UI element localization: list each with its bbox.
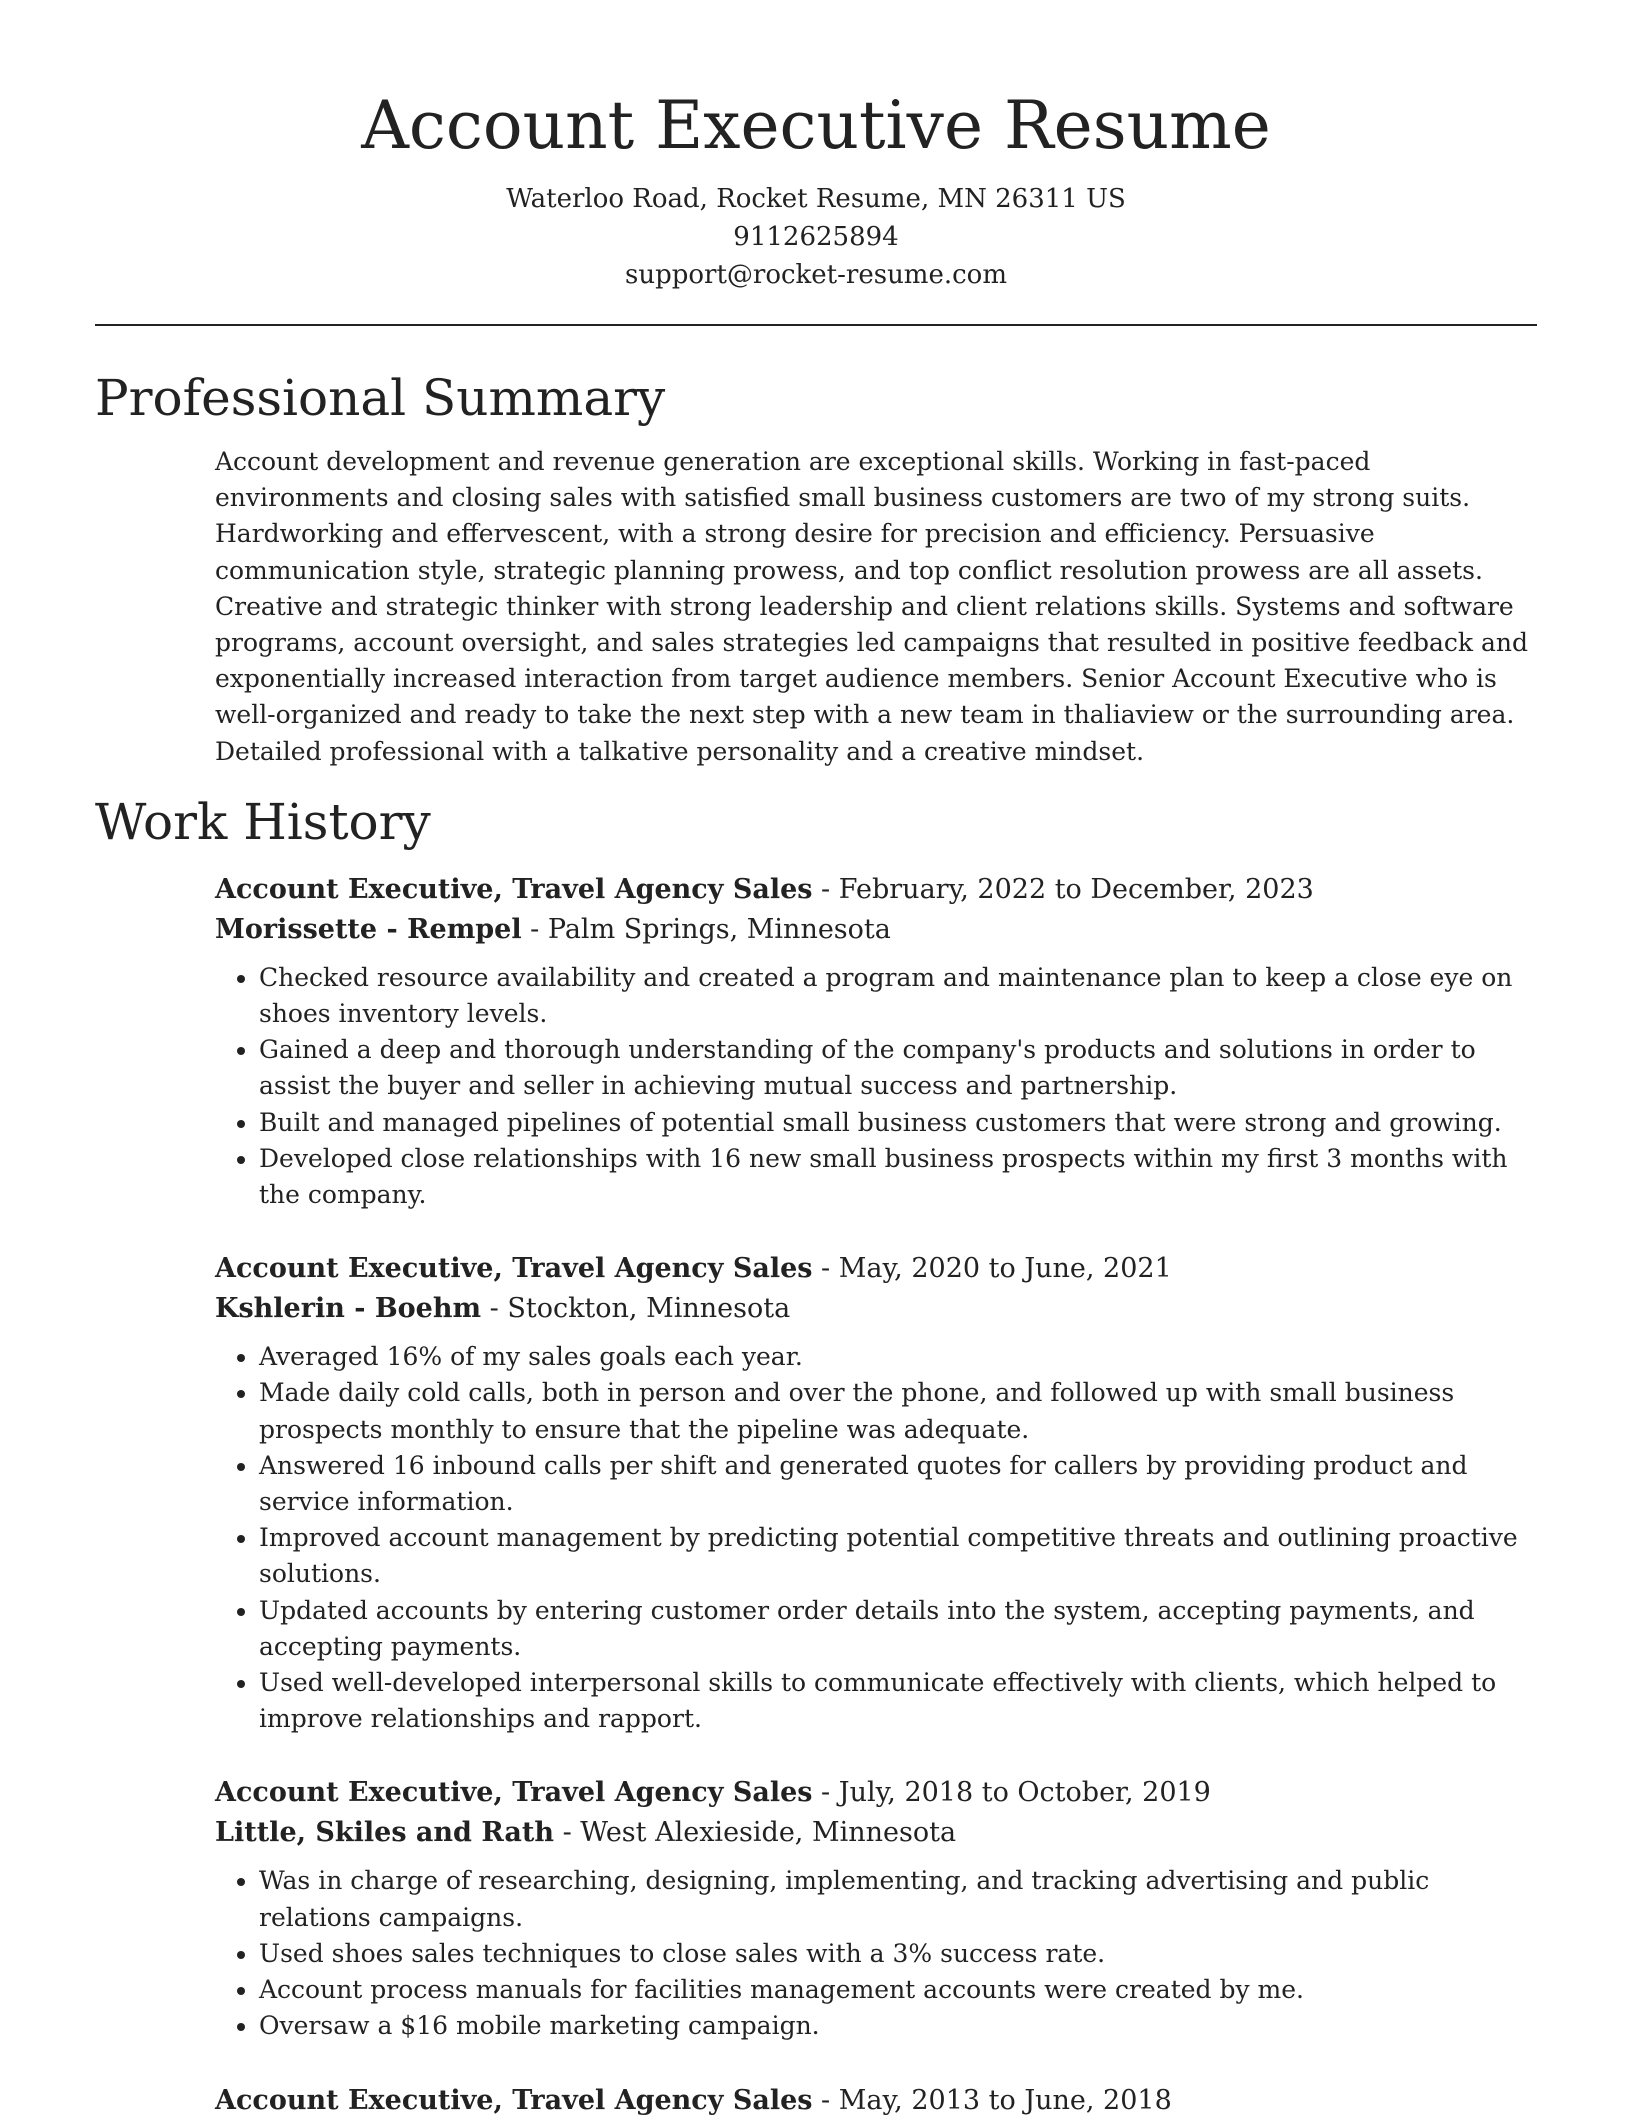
job-company-line <box>215 910 1537 950</box>
job-bullet-list <box>215 1339 1537 1737</box>
summary-text: Account development and revenue generation are exceptional skills. Working in fast-paced environments and closing sales with satisfied small business customers are two of my strong suits. Hardworking and effervescent, with a strong desire for precision and efficiency. Persuasive communication style, strategic planning prowess, and top conflict resolution prowess are all assets. Creative and strategic thinker with strong leadership and client relations skills. Systems and software programs, account oversight, and sales strategies led campaigns that resulted in positive feedback and exponentially increased interaction from target audience members. Senior Account Executive who is well-organized and ready to take the next step with a new team in thaliaview or the surrounding area. Detailed professional with a talkative personality and a creative mindset. <box>215 447 1528 766</box>
work-entry <box>215 870 1537 1213</box>
job-bullet-list <box>215 1863 1537 2044</box>
job-title-line <box>215 1249 1537 1289</box>
job-dates: - May, 2013 to June, 2018 <box>812 2084 1172 2116</box>
job-company-line <box>215 1813 1537 1853</box>
work-history-body <box>95 870 1537 2121</box>
job-bullet: • Improved account management by predicting potential competitive threats and outlining proactive solutions. <box>259 1520 1537 1592</box>
job-bullet: • Used well-developed interpersonal skills to communicate effectively with clients, which helped to improve relationships and rapport. <box>259 1665 1537 1737</box>
job-dates: - February, 2022 to December, 2023 <box>812 873 1314 905</box>
job-title: Account Executive, Travel Agency Sales <box>215 1253 813 1285</box>
contact-address: Waterloo Road, Rocket Resume, MN 26311 US <box>506 184 1126 214</box>
work-entry <box>215 1773 1537 2044</box>
job-title-line <box>215 1773 1537 1813</box>
job-title-line <box>215 2081 1537 2121</box>
contact-block <box>95 180 1537 294</box>
job-company-line <box>215 1289 1537 1329</box>
job-title: Account Executive, Travel Agency Sales <box>215 2084 813 2116</box>
job-bullet-list <box>215 960 1537 1213</box>
job-dates: - July, 2018 to October, 2019 <box>812 1777 1211 1809</box>
job-bullet: • Used shoes sales techniques to close sales with a 3% success rate. <box>259 1936 1537 1972</box>
job-bullet: • Oversaw a $16 mobile marketing campaign. <box>259 2008 1537 2044</box>
job-company: Little, Skiles and Rath <box>215 1817 554 1849</box>
job-company: Kshlerin - Boehm <box>215 1293 482 1325</box>
work-entry <box>215 1249 1537 1737</box>
work-entry <box>215 2081 1537 2121</box>
section-heading-work-history: Work History <box>95 792 431 851</box>
job-location: - Palm Springs, Minnesota <box>521 913 891 945</box>
job-title: Account Executive, Travel Agency Sales <box>215 1777 813 1809</box>
contact-phone: 9112625894 <box>733 222 899 252</box>
summary-body <box>95 444 1537 770</box>
job-bullet: • Developed close relationships with 16 new small business prospects within my first 3 months with the company. <box>259 1141 1537 1213</box>
job-bullet: • Was in charge of researching, designing, implementing, and tracking advertising and public relations campaigns. <box>259 1863 1537 1935</box>
job-title: Account Executive, Travel Agency Sales <box>215 873 813 905</box>
job-bullet: • Built and managed pipelines of potential small business customers that were strong and growing. <box>259 1105 1537 1141</box>
resume-header <box>95 0 1537 294</box>
work-history-section <box>95 792 1537 2121</box>
job-bullet: • Checked resource availability and created a program and maintenance plan to keep a close eye on shoes inventory levels. <box>259 960 1537 1032</box>
job-location: - Stockton, Minnesota <box>481 1293 791 1325</box>
job-bullet: • Gained a deep and thorough understanding of the company's products and solutions in order to assist the buyer and seller in achieving mutual success and partnership. <box>259 1032 1537 1104</box>
job-company: Morissette - Rempel <box>215 913 522 945</box>
job-bullet: • Averaged 16% of my sales goals each year. <box>259 1339 1537 1375</box>
resume-title: Account Executive Resume <box>361 87 1271 164</box>
job-bullet: • Account process manuals for facilities management accounts were created by me. <box>259 1972 1537 2008</box>
job-bullet: • Answered 16 inbound calls per shift and generated quotes for callers by providing product and service information. <box>259 1448 1537 1520</box>
job-title-line <box>215 870 1537 910</box>
professional-summary-section <box>95 368 1537 770</box>
contact-email: support@rocket-resume.com <box>624 260 1007 290</box>
job-bullet: • Updated accounts by entering customer order details into the system, accepting payments, and accepting payments. <box>259 1593 1537 1665</box>
job-location: - West Alexieside, Minnesota <box>553 1817 957 1849</box>
job-dates: - May, 2020 to June, 2021 <box>812 1253 1172 1285</box>
job-bullet: • Made daily cold calls, both in person and over the phone, and followed up with small business prospects monthly to ensure that the pipeline was adequate. <box>259 1375 1537 1447</box>
section-heading-summary: Professional Summary <box>95 369 666 427</box>
header-divider <box>95 324 1537 326</box>
